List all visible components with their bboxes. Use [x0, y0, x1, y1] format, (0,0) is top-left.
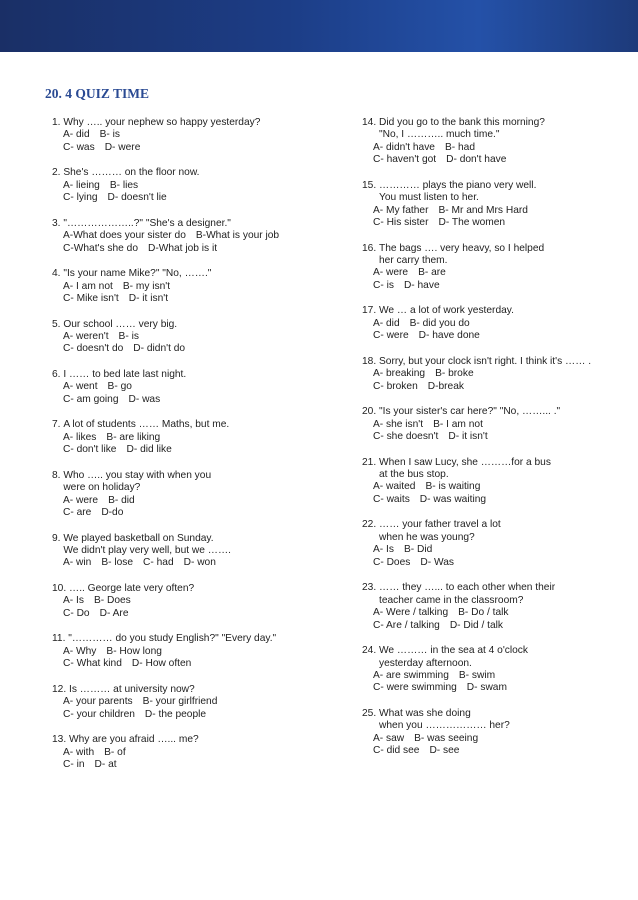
answer-option: A- your parents — [63, 696, 133, 708]
answer-option: C- she doesn't — [373, 431, 439, 443]
answer-option: C- are — [63, 507, 92, 519]
question-stem — [52, 369, 332, 381]
answer-option: D- it isn't — [128, 293, 169, 305]
question-number: 23. — [362, 582, 379, 594]
answer-option: D-do — [101, 507, 124, 519]
question-item — [52, 633, 332, 670]
answer-option: B- Do / talk — [458, 607, 509, 619]
options-row — [52, 142, 332, 154]
options-row — [362, 481, 612, 493]
question-stem — [362, 708, 612, 733]
question-text — [379, 356, 591, 368]
question-text — [379, 519, 501, 544]
question-number: 7. — [52, 419, 64, 431]
question-number: 9. — [52, 532, 64, 544]
question-number: 10. — [52, 583, 69, 595]
answer-option: C- Mike isn't — [63, 293, 119, 305]
answer-option: C- broken — [373, 380, 418, 392]
options-row — [362, 607, 612, 619]
question-stem — [52, 633, 332, 645]
question-stem — [362, 305, 612, 317]
answer-option: A- My father — [373, 204, 429, 216]
options-row — [52, 230, 332, 242]
question-stem — [52, 470, 332, 495]
question-text — [63, 117, 260, 129]
question-item — [362, 708, 612, 758]
answer-option: C- were swimming — [373, 682, 457, 694]
question-item — [362, 406, 612, 443]
question-line: yesterday afternoon. — [379, 657, 472, 669]
options-row — [362, 670, 612, 682]
answer-option: D- have — [403, 279, 440, 291]
question-item — [52, 319, 332, 356]
options-row — [362, 142, 612, 154]
question-line: Is ……… at university now? — [69, 683, 195, 695]
question-item — [52, 268, 332, 305]
options-row — [52, 759, 332, 771]
answer-option: B- I am not — [433, 418, 483, 430]
question-item — [52, 369, 332, 406]
question-text — [69, 684, 195, 696]
answer-option: A- didn't have — [373, 141, 435, 153]
options-row — [362, 267, 612, 279]
question-line: We played basketball on Sunday. — [63, 532, 214, 544]
question-number: 6. — [52, 369, 64, 381]
answer-option: A- waited — [373, 481, 416, 493]
answer-option: D- swam — [466, 682, 507, 694]
answer-option: C- had — [143, 557, 174, 569]
answer-option: B- How long — [106, 645, 162, 657]
question-stem — [362, 582, 612, 607]
answer-option: A- Is — [63, 595, 84, 607]
options-row — [52, 432, 332, 444]
question-item — [362, 457, 612, 507]
right-column — [362, 117, 612, 771]
options-row — [362, 745, 612, 757]
answer-option: B- lose — [101, 557, 134, 569]
answer-option: C- His sister — [373, 217, 429, 229]
question-number: 16. — [362, 242, 379, 254]
question-line: Sorry, but your clock isn't right. I think it's …… . — [379, 355, 592, 367]
question-line: Who ….. you stay with when you — [63, 469, 212, 481]
answer-option: A- Why — [63, 645, 97, 657]
options-row — [362, 431, 612, 443]
question-item — [362, 243, 612, 293]
question-line: Why are you afraid …... me? — [69, 734, 199, 746]
question-item — [362, 356, 612, 393]
question-line: ….. George late very often? — [69, 583, 195, 595]
question-line: "No, I ……….. much time." — [379, 129, 500, 141]
question-line: her carry them. — [379, 255, 448, 267]
answer-option: D-break — [427, 380, 464, 392]
question-stem — [52, 734, 332, 746]
question-item — [362, 645, 612, 695]
question-line: Did you go to the bank this morning? — [379, 117, 545, 128]
answer-option: D- The women — [438, 217, 506, 229]
answer-option: D- How often — [131, 658, 192, 670]
question-item — [362, 180, 612, 230]
answer-option: A- Is — [373, 544, 394, 556]
answer-option: C- your children — [63, 708, 135, 720]
question-line: …… your father travel a lot — [379, 519, 501, 531]
question-text — [63, 319, 177, 331]
answer-option: C- Are / talking — [373, 619, 440, 631]
question-number: 17. — [362, 305, 379, 317]
answer-option: C- were — [373, 330, 409, 342]
answer-option: C- did see — [373, 745, 420, 757]
question-item — [362, 305, 612, 342]
answer-option: C- is — [373, 279, 394, 291]
answer-option: D- Are — [99, 607, 129, 619]
question-number: 22. — [362, 519, 379, 531]
question-number: 1. — [52, 117, 64, 128]
question-stem — [362, 180, 612, 205]
answer-option: C- was — [63, 141, 95, 153]
options-row — [362, 494, 612, 506]
question-item — [52, 583, 332, 620]
answer-option: B- is — [118, 331, 139, 343]
question-number: 18. — [362, 355, 379, 367]
question-line: We ……… in the sea at 4 o'clock — [379, 645, 528, 657]
answer-option: C- don't like — [63, 444, 117, 456]
answer-option: C- haven't got — [373, 154, 437, 166]
options-row — [52, 507, 332, 519]
answer-option: A- went — [63, 381, 98, 393]
answer-option: C- Does — [373, 556, 411, 568]
question-stem — [52, 167, 332, 179]
question-line: Why ….. your nephew so happy yesterday? — [63, 117, 261, 128]
question-number: 15. — [362, 179, 379, 191]
question-line: What was she doing — [379, 707, 471, 719]
options-row — [52, 495, 332, 507]
answer-option: B-What is your job — [195, 230, 280, 242]
question-line: "Is your name Mike?" "No, ……." — [63, 268, 212, 280]
question-stem — [52, 684, 332, 696]
answer-option: C- waits — [373, 493, 410, 505]
options-row — [362, 280, 612, 292]
answer-option: B- Mr and Mrs Hard — [438, 204, 528, 216]
answer-option: B- had — [444, 141, 475, 153]
question-item — [52, 117, 332, 154]
options-row — [52, 595, 332, 607]
options-row — [362, 330, 612, 342]
answer-option: D- Did / talk — [449, 619, 504, 631]
question-item — [52, 218, 332, 255]
answer-option: A- likes — [63, 431, 97, 443]
answer-option: A- I am not — [63, 280, 113, 292]
answer-option: D- Was — [420, 556, 454, 568]
options-row — [52, 381, 332, 393]
question-number: 12. — [52, 683, 69, 695]
answer-option: B- of — [104, 746, 126, 758]
answer-option: D- at — [94, 759, 117, 771]
answer-option: B- broke — [435, 368, 474, 380]
question-item — [52, 734, 332, 771]
options-row — [52, 747, 332, 759]
options-row — [52, 646, 332, 658]
answer-option: D- doesn't lie — [107, 192, 167, 204]
question-stem — [52, 583, 332, 595]
answer-option: C-What's she do — [63, 242, 138, 254]
answer-option: B- go — [107, 381, 132, 393]
question-line: when he was young? — [379, 531, 475, 543]
options-row — [52, 658, 332, 670]
question-line: We … a lot of work yesterday. — [379, 305, 514, 317]
options-row — [52, 343, 332, 355]
question-text — [379, 708, 510, 733]
question-item — [52, 533, 332, 570]
answer-option: A- breaking — [373, 368, 426, 380]
options-row — [362, 205, 612, 217]
question-text — [379, 243, 544, 268]
options-row — [52, 293, 332, 305]
answer-option: D- don't have — [446, 154, 507, 166]
answer-option: B- Did — [403, 544, 433, 556]
options-row — [52, 709, 332, 721]
question-text — [69, 734, 199, 746]
question-stem — [362, 406, 612, 418]
question-item — [362, 582, 612, 632]
options-row — [52, 608, 332, 620]
question-line: "Is your sister's car here?" "No, ……... ." — [379, 406, 561, 418]
options-row — [362, 154, 612, 166]
answer-option: D- were — [104, 141, 141, 153]
options-row — [52, 696, 332, 708]
question-line: "………… do you study English?" "Every day." — [68, 633, 277, 645]
question-line: Our school …… very big. — [63, 318, 178, 330]
question-stem — [362, 645, 612, 670]
question-stem — [362, 356, 612, 368]
answer-option: B- Does — [93, 595, 131, 607]
question-number: 5. — [52, 318, 64, 330]
question-item — [52, 419, 332, 456]
question-text — [63, 419, 229, 431]
answer-option: C- am going — [63, 393, 119, 405]
options-row — [362, 419, 612, 431]
question-text — [379, 406, 560, 418]
answer-option: C- lying — [63, 192, 98, 204]
question-stem — [52, 319, 332, 331]
answer-option: B- did — [108, 494, 135, 506]
answer-option: B- are — [418, 267, 446, 279]
answer-option: D- won — [183, 557, 216, 569]
question-item — [52, 470, 332, 520]
question-number: 11. — [52, 633, 69, 645]
question-number: 3. — [52, 217, 64, 229]
answer-option: A- weren't — [63, 331, 109, 343]
question-line: The bags …. very heavy, so I helped — [379, 242, 545, 254]
header-band — [0, 0, 638, 52]
question-item — [52, 684, 332, 721]
answer-option: D- did like — [126, 444, 172, 456]
question-number: 21. — [362, 456, 379, 468]
question-number: 14. — [362, 117, 379, 128]
options-row — [362, 318, 612, 330]
options-row — [362, 733, 612, 745]
answer-option: B- are liking — [106, 431, 161, 443]
question-number: 24. — [362, 645, 379, 657]
answer-option: D- didn't do — [133, 343, 186, 355]
options-row — [52, 180, 332, 192]
question-number: 8. — [52, 469, 64, 481]
options-row — [52, 557, 332, 569]
question-text — [63, 470, 211, 495]
question-text — [68, 633, 276, 645]
options-row — [52, 243, 332, 255]
question-line: teacher came in the classroom? — [379, 594, 524, 606]
answer-option: B- swim — [458, 669, 496, 681]
answer-option: C- What kind — [63, 658, 122, 670]
question-line: at the bus stop. — [379, 469, 449, 481]
question-text — [379, 457, 551, 482]
question-line: were on holiday? — [63, 482, 141, 494]
question-text — [379, 645, 528, 670]
options-row — [52, 444, 332, 456]
answer-option: B- your girlfriend — [142, 696, 218, 708]
question-text — [379, 305, 514, 317]
answer-option: C- doesn't do — [63, 343, 124, 355]
question-line: "………………..?" "She's a designer." — [63, 217, 231, 229]
question-line: You must listen to her. — [379, 192, 479, 204]
question-stem — [52, 419, 332, 431]
question-stem — [362, 243, 612, 268]
answer-option: A- Were / talking — [373, 607, 449, 619]
question-number: 13. — [52, 734, 69, 746]
question-line: A lot of students …… Maths, but me. — [63, 419, 230, 431]
question-line: She's ……… on the floor now. — [63, 167, 200, 179]
question-text — [63, 533, 231, 558]
question-text — [63, 167, 199, 179]
answer-option: D- have done — [418, 330, 480, 342]
options-row — [52, 129, 332, 141]
answer-option: B- is waiting — [425, 481, 481, 493]
options-row — [362, 620, 612, 632]
answer-option: B- my isn't — [122, 280, 171, 292]
options-row — [362, 381, 612, 393]
answer-option: A- were — [63, 494, 99, 506]
left-column — [52, 117, 332, 785]
answer-option: A- are swimming — [373, 669, 449, 681]
question-stem — [52, 533, 332, 558]
answer-option: B- is — [99, 129, 120, 141]
answer-option: A- with — [63, 746, 95, 758]
question-text — [379, 582, 555, 607]
answer-option: A- lieing — [63, 179, 100, 191]
options-row — [362, 217, 612, 229]
question-stem — [52, 218, 332, 230]
question-stem — [52, 117, 332, 129]
page-title: 20. 4 QUIZ TIME — [45, 86, 150, 101]
question-item — [362, 519, 612, 569]
answer-option: A- she isn't — [373, 418, 424, 430]
question-stem — [362, 457, 612, 482]
answer-option: D-What job is it — [147, 242, 218, 254]
question-stem — [362, 519, 612, 544]
options-row — [362, 682, 612, 694]
question-item — [362, 117, 612, 167]
answer-option: D- see — [429, 745, 460, 757]
question-text — [63, 268, 211, 280]
answer-option: A- did — [373, 317, 400, 329]
question-stem — [362, 117, 612, 142]
answer-option: A-What does your sister do — [63, 230, 186, 242]
question-line: We didn't play very well, but we ……. — [63, 545, 231, 557]
options-row — [362, 544, 612, 556]
answer-option: D- was waiting — [419, 493, 487, 505]
options-row — [362, 368, 612, 380]
question-number: 4. — [52, 268, 64, 280]
options-row — [362, 557, 612, 569]
question-number: 2. — [52, 167, 64, 179]
question-text — [379, 117, 545, 142]
options-row — [52, 394, 332, 406]
answer-option: B- was seeing — [414, 732, 479, 744]
question-item — [52, 167, 332, 204]
answer-option: A- saw — [373, 732, 405, 744]
answer-option: B- did you do — [409, 317, 470, 329]
question-number: 20. — [362, 406, 379, 418]
question-text — [63, 369, 186, 381]
question-text — [63, 218, 231, 230]
question-line: I …… to bed late last night. — [63, 369, 187, 381]
question-line: …… they …... to each other when their — [379, 582, 556, 594]
answer-option: A- were — [373, 267, 409, 279]
question-line: when you ……………… her? — [379, 720, 510, 732]
answer-option: D- it isn't — [448, 431, 488, 443]
answer-option: D- the people — [144, 708, 207, 720]
question-text — [69, 583, 194, 595]
answer-option: D- was — [128, 393, 161, 405]
answer-option: C- in — [63, 759, 85, 771]
options-row — [52, 192, 332, 204]
question-line: ………… plays the piano very well. — [379, 179, 537, 191]
answer-option: A- win — [63, 557, 92, 569]
answer-option: A- did — [63, 129, 90, 141]
answer-option: C- Do — [63, 607, 90, 619]
options-row — [52, 281, 332, 293]
options-row — [52, 331, 332, 343]
question-line: When I saw Lucy, she ………for a bus — [379, 456, 551, 468]
question-number: 25. — [362, 707, 379, 719]
question-text — [379, 180, 536, 205]
answer-option: B- lies — [109, 179, 139, 191]
question-stem — [52, 268, 332, 280]
